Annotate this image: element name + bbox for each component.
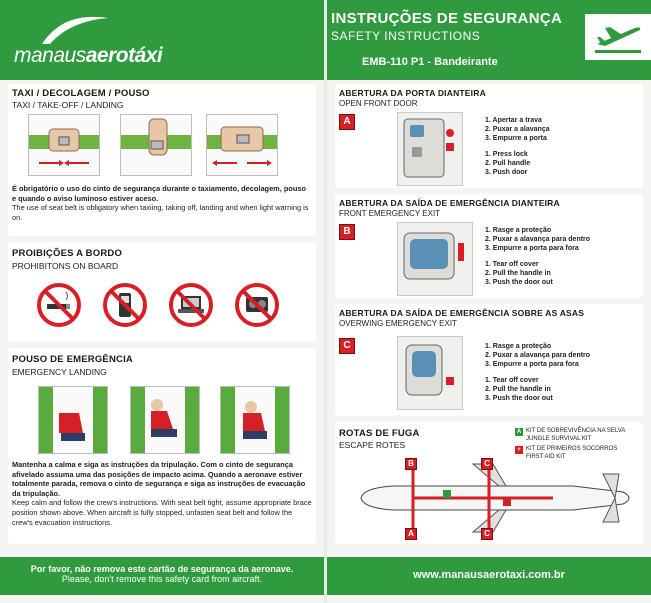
website-url: www.manausaerotaxi.com.br xyxy=(413,569,565,581)
exit-a-marker: A xyxy=(405,528,417,540)
escape-title-en: ESCAPE ROTES xyxy=(339,440,406,450)
no-smoking-icon xyxy=(36,282,82,328)
departure-plane-badge xyxy=(585,14,651,60)
no-laptop-icon xyxy=(168,282,214,328)
taxi-text: É obrigatório o uso do cinto de segurança durante o taxiamento, decolagem, pouso e quando o aviso luminoso estiver aceso. The use of seat belt is obligatory when taxiing, taking off, landing and when light warning is on. xyxy=(12,184,309,222)
overwing-exit-section xyxy=(335,304,643,416)
no-electronic-device-icon xyxy=(234,282,280,328)
right-footer xyxy=(327,557,651,595)
front-emergency-exit-section xyxy=(335,194,643,298)
overwing-steps-pt: 1. Rasge a proteção 2. Puxar a alavança para dentro 3. Empurre a porta para fora xyxy=(485,343,591,368)
exit-c-top-marker: C xyxy=(481,458,493,470)
emergency-title-pt: POUSO DE EMERGÊNCIA xyxy=(12,354,133,365)
emergency-text: Mantenha a calma e siga as instruções da tripulação. Com o cinto de segurança afivelado assuma uma das posições de impacto acima. Quando a aeronave estiver totalmente parada, remova o cinto de segurança e siga as instruções de evacuação da tripulação. Keep calm and follow the crew's instructions. With seat belt tight, assume appropriate brace position shown above. When aircraft is fully stopped, unfasten seat belt and follow the crew's evacuation instructions. xyxy=(12,460,312,527)
front-door-title-pt: ABERTURA DA PORTA DIANTEIRA xyxy=(339,88,486,98)
front-door-illustration xyxy=(397,112,463,186)
escape-routes-section xyxy=(335,422,643,544)
brand-logo: manausaerotáxi xyxy=(14,44,163,67)
front-exit-title-en: FRONT EMERGENCY EXIT xyxy=(339,209,441,218)
safety-title-en: SAFETY INSTRUCTIONS xyxy=(331,29,481,43)
badge-c: C xyxy=(339,338,355,354)
seatbelt-release-illustration xyxy=(206,114,278,176)
front-exit-title-pt: ABERTURA DA SAÍDA DE EMERGÊNCIA DIANTEIRA xyxy=(339,198,560,208)
escape-title-pt: ROTAS DE FUGA xyxy=(339,428,420,439)
footer-notice-pt: Por favor, não remova este cartão de segurança da aeronave. xyxy=(30,564,294,574)
overwing-title-en: OVERWING EMERGENCY EXIT xyxy=(339,319,457,328)
left-footer xyxy=(0,557,324,595)
taxi-title-en: TAXI / TAKE-OFF / LANDING xyxy=(12,100,124,110)
footer-notice-en: Please, don't remove this safety card from aircraft. xyxy=(61,574,263,584)
aircraft-model: EMB-110 P1 - Bandeirante xyxy=(362,56,498,68)
first-aid-icon: + xyxy=(515,446,523,454)
airplane-takeoff-icon xyxy=(585,14,651,60)
front-door-title-en: OPEN FRONT DOOR xyxy=(339,99,418,108)
legend-first-aid-kit: + KIT DE PRIMEIROS SOCORROS FIRST AID KIT xyxy=(515,446,617,461)
front-exit-steps-pt: 1. Rasge a proteção 2. Puxar a alavança para dentro 3. Empurre a porta para fora xyxy=(485,227,591,252)
seatbelt-fasten-illustration xyxy=(28,114,100,176)
brand-swoosh-icon xyxy=(40,14,110,46)
survival-kit-icon: A xyxy=(516,429,522,435)
right-panel xyxy=(327,0,651,603)
left-header xyxy=(0,0,324,80)
brace-position-3-illustration xyxy=(220,386,290,454)
front-door-steps-en: 1. Press lock 2. Pull handle 3. Push door xyxy=(485,151,531,176)
right-header xyxy=(327,0,651,80)
front-door-section xyxy=(335,84,643,188)
exit-b-marker: B xyxy=(405,458,417,470)
overwing-title-pt: ABERTURA DA SAÍDA DE EMERGÊNCIA SOBRE AS ASAS xyxy=(339,308,585,318)
front-exit-steps-en: 1. Tear off cover 2. Pull the handle in 3. Push the door out xyxy=(485,261,553,286)
taxi-section xyxy=(8,84,316,236)
brace-position-1-illustration xyxy=(38,386,108,454)
overwing-exit-illustration xyxy=(397,336,463,410)
prohibitions-title-pt: PROIBIÇÕES A BORDO xyxy=(12,248,123,259)
left-panel xyxy=(0,0,324,603)
front-door-steps-pt: 1. Apertar a trava 2. Puxar a alavança 3. Empurre a porta xyxy=(485,117,550,142)
badge-b: B xyxy=(339,224,355,240)
taxi-title-pt: TAXI / DECOLAGEM / POUSO xyxy=(12,88,150,99)
no-mobile-phone-icon xyxy=(102,282,148,328)
badge-a: A xyxy=(339,114,355,130)
brace-position-2-illustration xyxy=(130,386,200,454)
emergency-landing-section xyxy=(8,348,316,544)
overwing-steps-en: 1. Tear off cover 2. Pull the handle in 3. Push the door out xyxy=(485,377,553,402)
prohibitions-title-en: PROHIBITONS ON BOARD xyxy=(12,261,119,271)
legend-survival-kit: A KIT DE SOBREVIVÊNCIA NA SELVA JUNGLE SURVIVAL KIT xyxy=(516,428,626,442)
front-exit-illustration xyxy=(397,222,473,296)
seatbelt-tighten-illustration xyxy=(120,114,192,176)
exit-c-bottom-marker: C xyxy=(481,528,493,540)
prohibitions-section xyxy=(8,242,316,342)
emergency-title-en: EMERGENCY LANDING xyxy=(12,367,107,377)
safety-title-pt: INSTRUÇÕES DE SEGURANÇA xyxy=(331,10,563,27)
aircraft-escape-diagram xyxy=(353,454,639,542)
